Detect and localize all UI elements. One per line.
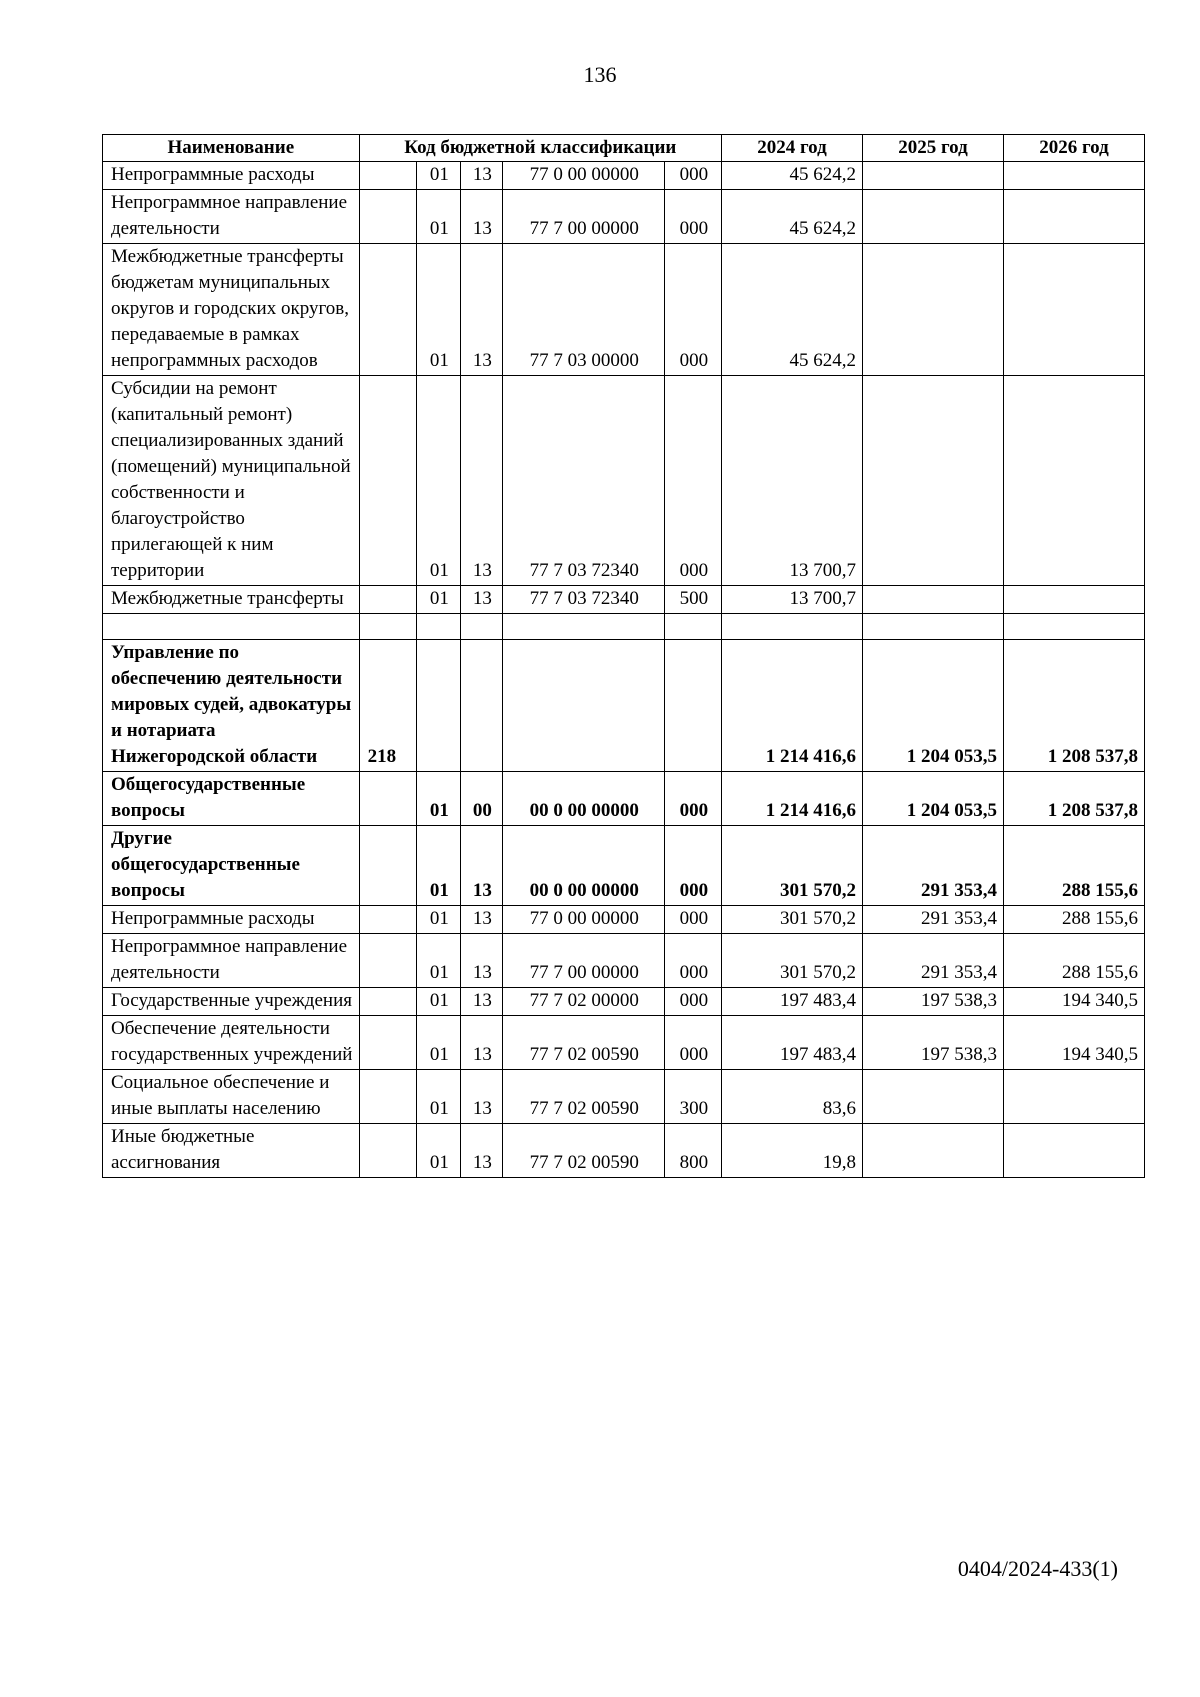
expense-type-code: 500	[664, 586, 721, 614]
section-code: 01	[416, 772, 460, 826]
subsection-code	[460, 640, 502, 772]
table-row	[103, 586, 1145, 614]
admin-code	[359, 906, 416, 934]
amount-2026	[1003, 244, 1144, 376]
section-code: 01	[416, 906, 460, 934]
amount-2026	[1003, 190, 1144, 244]
subsection-code: 13	[460, 244, 502, 376]
amount-2025	[862, 190, 1003, 244]
table-row	[103, 772, 1145, 826]
row-name: Непрограммное направление деятельности	[103, 934, 360, 988]
page-number: 136	[583, 62, 617, 87]
amount-2025	[862, 614, 1003, 640]
amount-2025	[862, 1070, 1003, 1124]
admin-code	[359, 376, 416, 586]
amount-2026	[1003, 614, 1144, 640]
subsection-code: 13	[460, 988, 502, 1016]
amount-2025: 197 538,3	[862, 1016, 1003, 1070]
amount-2024: 1 214 416,6	[722, 640, 863, 772]
subsection-code: 13	[460, 376, 502, 586]
target-article-code: 00 0 00 00000	[502, 826, 664, 906]
admin-code	[359, 1070, 416, 1124]
header-2024: 2024 год	[722, 135, 863, 162]
amount-2024: 197 483,4	[722, 988, 863, 1016]
budget-table	[102, 134, 1145, 1178]
amount-2026	[1003, 586, 1144, 614]
subsection-code	[460, 614, 502, 640]
amount-2026	[1003, 1070, 1144, 1124]
expense-type-code: 000	[664, 162, 721, 190]
target-article-code: 77 7 00 00000	[502, 190, 664, 244]
target-article-code: 77 7 02 00000	[502, 988, 664, 1016]
row-name: Государственные учреждения	[103, 988, 360, 1016]
target-article-code	[502, 614, 664, 640]
subsection-code: 13	[460, 934, 502, 988]
table-spacer-row	[103, 614, 1145, 640]
expense-type-code: 300	[664, 1070, 721, 1124]
target-article-code: 77 7 03 72340	[502, 586, 664, 614]
row-name: Иные бюджетные ассигнования	[103, 1124, 360, 1178]
row-name: Субсидии на ремонт (капитальный ремонт) специализированных зданий (помещений) муниципальной собственности и благоустройство прилегающей к ним территории	[103, 376, 360, 586]
target-article-code: 77 7 02 00590	[502, 1124, 664, 1178]
target-article-code: 77 7 02 00590	[502, 1016, 664, 1070]
amount-2024: 45 624,2	[722, 244, 863, 376]
target-article-code: 00 0 00 00000	[502, 772, 664, 826]
amount-2025	[862, 1124, 1003, 1178]
section-code: 01	[416, 1070, 460, 1124]
expense-type-code: 800	[664, 1124, 721, 1178]
row-name: Обеспечение деятельности государственных учреждений	[103, 1016, 360, 1070]
amount-2025	[862, 376, 1003, 586]
admin-code	[359, 244, 416, 376]
target-article-code: 77 7 00 00000	[502, 934, 664, 988]
table-row	[103, 640, 1145, 772]
amount-2024: 301 570,2	[722, 826, 863, 906]
amount-2025: 1 204 053,5	[862, 772, 1003, 826]
expense-type-code	[664, 614, 721, 640]
table-header-row	[103, 135, 1145, 162]
expense-type-code	[664, 640, 721, 772]
amount-2024: 301 570,2	[722, 934, 863, 988]
amount-2024: 45 624,2	[722, 190, 863, 244]
amount-2025: 291 353,4	[862, 826, 1003, 906]
row-name: Непрограммные расходы	[103, 162, 360, 190]
table-body	[103, 162, 1145, 1178]
table-row	[103, 190, 1145, 244]
section-code: 01	[416, 1124, 460, 1178]
amount-2025	[862, 586, 1003, 614]
expense-type-code: 000	[664, 244, 721, 376]
table-row	[103, 244, 1145, 376]
admin-code	[359, 772, 416, 826]
admin-code	[359, 1124, 416, 1178]
row-name: Управление по обеспечению деятельности мировых судей, адвокатуры и нотариата Нижегородской области	[103, 640, 360, 772]
amount-2024: 13 700,7	[722, 586, 863, 614]
amount-2026: 194 340,5	[1003, 1016, 1144, 1070]
amount-2026	[1003, 1124, 1144, 1178]
amount-2024: 83,6	[722, 1070, 863, 1124]
admin-code	[359, 586, 416, 614]
table-row	[103, 1070, 1145, 1124]
row-name: Межбюджетные трансферты	[103, 586, 360, 614]
admin-code	[359, 988, 416, 1016]
amount-2025: 291 353,4	[862, 906, 1003, 934]
header-2025: 2025 год	[862, 135, 1003, 162]
expense-type-code: 000	[664, 826, 721, 906]
section-code: 01	[416, 826, 460, 906]
table-row	[103, 1124, 1145, 1178]
section-code	[416, 614, 460, 640]
target-article-code: 77 0 00 00000	[502, 906, 664, 934]
target-article-code: 77 0 00 00000	[502, 162, 664, 190]
amount-2026: 1 208 537,8	[1003, 640, 1144, 772]
header-code: Код бюджетной классификации	[359, 135, 721, 162]
admin-code	[359, 162, 416, 190]
subsection-code: 13	[460, 586, 502, 614]
expense-type-code: 000	[664, 906, 721, 934]
table-row	[103, 934, 1145, 988]
row-name: Другие общегосударственные вопросы	[103, 826, 360, 906]
header-2026: 2026 год	[1003, 135, 1144, 162]
amount-2024: 301 570,2	[722, 906, 863, 934]
amount-2026: 288 155,6	[1003, 934, 1144, 988]
subsection-code: 13	[460, 190, 502, 244]
expense-type-code: 000	[664, 772, 721, 826]
subsection-code: 13	[460, 1016, 502, 1070]
admin-code	[359, 826, 416, 906]
section-code	[416, 640, 460, 772]
amount-2025	[862, 162, 1003, 190]
amount-2025	[862, 244, 1003, 376]
target-article-code: 77 7 02 00590	[502, 1070, 664, 1124]
row-name: Социальное обеспечение и иные выплаты населению	[103, 1070, 360, 1124]
table-row	[103, 988, 1145, 1016]
section-code: 01	[416, 934, 460, 988]
amount-2026: 288 155,6	[1003, 906, 1144, 934]
section-code: 01	[416, 376, 460, 586]
amount-2025: 291 353,4	[862, 934, 1003, 988]
amount-2024: 45 624,2	[722, 162, 863, 190]
section-code: 01	[416, 586, 460, 614]
expense-type-code: 000	[664, 988, 721, 1016]
admin-code	[359, 190, 416, 244]
header-name: Наименование	[103, 135, 360, 162]
row-name: Общегосударственные вопросы	[103, 772, 360, 826]
admin-code	[359, 1016, 416, 1070]
amount-2024	[722, 614, 863, 640]
amount-2026: 288 155,6	[1003, 826, 1144, 906]
subsection-code: 13	[460, 906, 502, 934]
amount-2024: 19,8	[722, 1124, 863, 1178]
section-code: 01	[416, 190, 460, 244]
section-code: 01	[416, 1016, 460, 1070]
table-row	[103, 906, 1145, 934]
row-name	[103, 614, 360, 640]
table-row	[103, 1016, 1145, 1070]
document-code: 0404/2024-433(1)	[957, 1556, 1118, 1581]
section-code: 01	[416, 162, 460, 190]
admin-code: 218	[359, 640, 416, 772]
amount-2025: 197 538,3	[862, 988, 1003, 1016]
section-code: 01	[416, 244, 460, 376]
expense-type-code: 000	[664, 376, 721, 586]
row-name: Непрограммные расходы	[103, 906, 360, 934]
amount-2024: 13 700,7	[722, 376, 863, 586]
admin-code	[359, 614, 416, 640]
target-article-code	[502, 640, 664, 772]
amount-2026	[1003, 376, 1144, 586]
admin-code	[359, 934, 416, 988]
amount-2024: 197 483,4	[722, 1016, 863, 1070]
amount-2024: 1 214 416,6	[722, 772, 863, 826]
section-code: 01	[416, 988, 460, 1016]
expense-type-code: 000	[664, 934, 721, 988]
row-name: Непрограммное направление деятельности	[103, 190, 360, 244]
table-row	[103, 826, 1145, 906]
amount-2026: 194 340,5	[1003, 988, 1144, 1016]
amount-2026: 1 208 537,8	[1003, 772, 1144, 826]
subsection-code: 13	[460, 1070, 502, 1124]
row-name: Межбюджетные трансферты бюджетам муниципальных округов и городских округов, передаваемые в рамках непрограммных расходов	[103, 244, 360, 376]
target-article-code: 77 7 03 00000	[502, 244, 664, 376]
subsection-code: 13	[460, 162, 502, 190]
amount-2026	[1003, 162, 1144, 190]
subsection-code: 00	[460, 772, 502, 826]
expense-type-code: 000	[664, 190, 721, 244]
subsection-code: 13	[460, 1124, 502, 1178]
subsection-code: 13	[460, 826, 502, 906]
expense-type-code: 000	[664, 1016, 721, 1070]
table-row	[103, 376, 1145, 586]
amount-2025: 1 204 053,5	[862, 640, 1003, 772]
target-article-code: 77 7 03 72340	[502, 376, 664, 586]
table-row	[103, 162, 1145, 190]
